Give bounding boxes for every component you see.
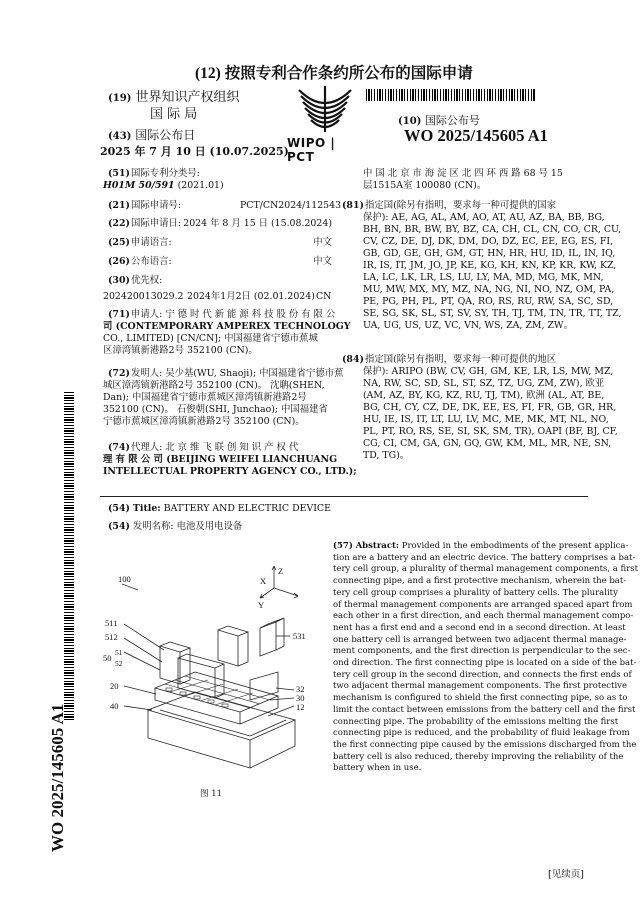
publication-date-block	[108, 126, 195, 143]
field-25-number: (25)	[108, 237, 130, 248]
ref-51-label: 51	[115, 648, 123, 657]
priority-country: CN	[316, 291, 332, 302]
field-71-number: (71)	[108, 309, 130, 320]
designated-states-line-4: CV, CZ, DE, DJ, DK, DM, DO, DZ, EC, EE, EG, ES, FI,	[363, 236, 614, 247]
pub-date-number: (43)	[108, 131, 132, 142]
title-text: 按照专利合作条约所公布的国际申请	[224, 65, 473, 82]
field-21-value: PCT/CN2024/112543	[240, 200, 342, 211]
inventor-line-4: 352100 (CN)。 石俊朝(SHI, Junchao); 中国福建省	[103, 404, 328, 415]
ref-32-label: 32	[296, 684, 305, 694]
agent-address-line-2: 层1515A室 100080 (CN)。	[363, 180, 487, 191]
pub-no-label: 国际公布号	[424, 114, 480, 127]
org-name-text: 世界知识产权组织	[135, 90, 240, 105]
axis-z-label: Z	[278, 566, 284, 576]
chinese-title	[108, 521, 242, 533]
designated-states-line-6: IR, IS, IT, JM, JO, JP, KE, KG, KH, KN, KP, KR, KW, KZ,	[363, 260, 617, 271]
abstract-line: each other in a first direction, and each thermal management compo-	[333, 611, 634, 622]
ref-100-label: 100	[118, 574, 131, 584]
title-cn-value: 电池及用电设备	[176, 521, 243, 532]
pub-no-number: (10)	[398, 116, 422, 127]
field-51-label: 国际专利分类号:	[131, 168, 200, 179]
axis-y-label: Y	[258, 600, 265, 610]
wipo-pct-text: WIPO | PCT	[287, 136, 336, 164]
wipo-emblem-icon	[285, 82, 365, 137]
org-number: (19)	[108, 93, 132, 104]
agent-address-line-1: 中 国 北 京 市 海 淀 区 北 四 环 西 路 68 号 15	[363, 168, 563, 179]
axis-x-label: X	[260, 576, 267, 586]
ref-50-label: 50	[103, 653, 112, 663]
field-30-label: 优先权:	[131, 275, 163, 286]
ref-40-label: 40	[110, 701, 119, 711]
ipc-version: (2021.01)	[174, 180, 224, 191]
designated-states-line-3: BH, BN, BR, BW, BY, BZ, CA, CH, CL, CN, CO, CR, CU,	[363, 224, 622, 235]
field-51-number: (51)	[108, 168, 130, 179]
abstract-line: connecting pipe is reduced, and the probability of fluid leakage from	[333, 728, 630, 739]
abstract-line: tery cell group in the second direction, and connects the first ends of	[333, 669, 632, 680]
field-26-number: (26)	[108, 256, 130, 267]
figure-caption: 图 11	[200, 789, 223, 799]
priority-number: 202420013029.2	[103, 291, 184, 302]
priority-date: 2024年1月2日 (02.01.2024)	[187, 291, 315, 302]
ref-512-label: 512	[105, 632, 118, 642]
publication-number: WO 2025/145605 A1	[404, 126, 548, 145]
field-22-number: (22)	[108, 218, 130, 229]
title-cn-number: (54)	[108, 521, 130, 532]
publication-date: 2025 年 7 月 10 日 (10.07.2025)	[100, 145, 289, 158]
side-barcode	[64, 390, 74, 720]
field-26-label: 公布语言:	[131, 256, 172, 267]
designated-states-line-5: GB, GD, GE, GH, GM, GT, HN, HR, HU, ID, IL, IN, IQ,	[363, 248, 616, 259]
abstract-line: connecting pipe. The probability of the emissions melting the first	[333, 716, 619, 727]
axis-y	[260, 588, 274, 598]
abstract-line: ond direction. The first connecting pipe is located on a side of the bat-	[333, 658, 637, 669]
title-en-value: BATTERY AND ELECTRIC DEVICE	[163, 503, 331, 514]
applicant-line-4: 区漳湾镇新港路2号 352100 (CN)。	[103, 345, 258, 356]
section-divider	[100, 496, 588, 497]
abstract-line: connecting pipe, and a first protective mechanism, wherein the bat-	[333, 576, 627, 587]
agent-line-2: 理 有 限 公 司 (BEIJING WEIFEI LIANCHUANG	[103, 454, 338, 465]
pub-date-label: 国际公布日	[135, 128, 196, 142]
ref-52-label: 52	[115, 659, 123, 668]
inventor-line-2: 城区漳湾镇新港路2号 352100 (CN)。 沈聃(SHEN,	[103, 380, 325, 391]
abstract-line: tery cell group comprises a plurality of battery cells. The plurality	[333, 587, 618, 598]
designated-states-line-11: UA, UG, US, UZ, VC, VN, WS, ZA, ZM, ZW。	[363, 320, 573, 331]
ref-511-label: 511	[105, 618, 118, 628]
abstract-line: ment components, and the first direction is perpendicular to the sec-	[333, 646, 631, 657]
ipc-code: H01M 50/591	[103, 180, 175, 191]
field-81-number: (81)	[342, 200, 364, 211]
abstract-line: limit the contact between emissions from the battery cell and the first	[333, 704, 636, 715]
continued-note: [见续页]	[548, 869, 584, 880]
field-25-value: 中文	[313, 237, 332, 248]
inventor-line-5: 宁德市蕉城区漳湾镇新港路2号 352100 (CN)。	[103, 416, 305, 427]
abstract-line: tion are a battery and an electric device. The battery comprises a bat-	[333, 552, 636, 563]
abstract-number: (57)	[333, 541, 353, 551]
side-publication-number: WO 2025/145605 A1	[48, 703, 67, 852]
abstract-line: tery cell group, a plurality of thermal management components, a first	[333, 564, 639, 575]
inventor-line-3: Dan); 中国福建省宁德市蕉城区漳湾镇新港路2号	[103, 392, 307, 403]
patent-figure	[100, 560, 325, 800]
regional-states-line-4: (AM, AZ, BY, KG, KZ, RU, TJ, TM), 欧洲 (AL, AT, BE,	[363, 390, 605, 401]
regional-states-line-9: TD, TG)。	[363, 450, 410, 461]
applicant-line-2: 司 (CONTEMPORARY AMPEREX TECHNOLOGY	[103, 321, 351, 332]
designated-states-line-8: MU, MW, MX, MY, MZ, NA, NG, NI, NO, NZ, OM, PA,	[363, 284, 615, 295]
battery-exploded-drawing	[100, 560, 325, 800]
field-21-label: 国际申请号:	[131, 200, 182, 211]
box-body	[148, 692, 295, 740]
field-26-value: 中文	[313, 256, 332, 267]
ref-20-label: 20	[110, 681, 119, 691]
top-barcode	[366, 89, 536, 101]
regional-states-line-7: PL, PT, RO, RS, SE, SI, SK, SM, TR), OAPI (BF, BJ, CF,	[363, 426, 618, 437]
designated-states-line-1: 指定国(除另有指明，要求每一种可提供的国家	[365, 200, 557, 211]
axis-x	[274, 588, 298, 596]
field-22-label: 国际申请日:	[131, 218, 182, 229]
abstract-line	[333, 541, 629, 553]
designated-states-line-2: 保护): AE, AG, AL, AM, AO, AT, AU, AZ, BA, BB, BG,	[363, 212, 605, 223]
regional-states-line-5: BG, CH, CY, CZ, DE, DK, EE, ES, FI, FR, GB, GR, HR,	[363, 402, 617, 413]
regional-states-line-8: CG, CI, CM, GA, GN, GQ, GW, KM, ML, MR, NE, SN,	[363, 438, 612, 449]
title-number: (12)	[195, 65, 221, 82]
abstract-line: battery cell is also reduced, thereby improving the reliability of the	[333, 751, 624, 762]
abstract-line: the first connecting pipe caused by the emissions discharged from the	[333, 739, 637, 750]
inventor-line-1: 发明人: 吴少基(WU, Shaoji); 中国福建省宁德市蕉	[131, 368, 344, 379]
regional-states-line-6: HU, IE, IS, IT, LT, LU, LV, MC, ME, MK, MT, NL, NO,	[363, 414, 609, 425]
field-84-number: (84)	[342, 354, 364, 365]
abstract-line: one battery cell is arranged between two adjacent thermal manage-	[333, 634, 627, 645]
ref-12-label: 12	[296, 702, 305, 712]
title-en-label: Title:	[132, 503, 161, 514]
agent-line-3: INTELLECTUAL PROPERTY AGENCY CO., LTD.);	[103, 466, 357, 477]
field-25-label: 申请语言:	[131, 237, 172, 248]
applicant-line-3: CO., LIMITED) [CN/CN]; 中国福建省宁德市蕉城	[103, 333, 318, 344]
field-72-number: (72)	[108, 368, 130, 379]
designated-states-line-7: LA, LC, LK, LR, LS, LU, LY, MA, MD, MG, MK, MN,	[363, 272, 604, 283]
abstract-label: Abstract:	[355, 541, 400, 551]
agent-line-1: 代理人: 北 京 维 飞 联 创 知 识 产 权 代	[131, 442, 299, 453]
field-30-number: (30)	[108, 275, 130, 286]
field-51-value	[103, 180, 224, 192]
abstract-line: nent has a first end and a second end in a second direction. At least	[333, 622, 626, 633]
abstract-line: mechanism is configured to shield the first connecting pipe, so as to	[333, 693, 628, 704]
abstract-line: of thermal management components are arranged spaced apart from	[333, 599, 633, 610]
abstract	[333, 541, 639, 775]
abstract-text: Provided in the embodiments of the present applica-	[401, 541, 629, 551]
field-21-number: (21)	[108, 200, 130, 211]
designated-states-line-10: SE, SG, SK, SL, ST, SV, SY, TH, TJ, TM, TN, TR, TT, TZ,	[363, 308, 622, 319]
org-subname: 国 际 局	[150, 107, 198, 122]
regional-states-line-3: NA, RW, SC, SD, SL, ST, SZ, TZ, UG, ZM, ZW), 欧亚	[363, 378, 605, 389]
field-22-value: 2024 年 8 月 15 日 (15.08.2024)	[183, 218, 332, 229]
title-en-number: (54)	[108, 503, 130, 514]
field-74-number: (74)	[108, 442, 130, 453]
protective-mechanism	[160, 646, 180, 684]
applicant-line-1: 申请人: 宁 德 时 代 新 能 源 科 技 股 份 有 限 公	[131, 309, 336, 320]
english-title	[108, 503, 331, 515]
regional-states-line-1: 指定国(除另有指明，要求每一种可提供的地区	[365, 354, 557, 365]
designated-states-line-9: PE, PG, PH, PL, PT, QA, RO, RS, RU, RW, SA, SC, SD,	[363, 296, 614, 307]
abstract-line: two adjacent thermal management components. The first protective	[333, 681, 628, 692]
abstract-line: battery when in use.	[333, 763, 422, 774]
regional-states-line-2: 保护): ARIPO (BW, CV, GH, GM, KE, LR, LS, MW, MZ,	[363, 366, 614, 377]
document-title	[195, 61, 473, 83]
ref-30-label: 30	[296, 693, 305, 703]
title-cn-label: 发明名称:	[132, 521, 174, 532]
wipo-logo	[285, 82, 365, 164]
ref-531-label: 531	[293, 631, 306, 641]
